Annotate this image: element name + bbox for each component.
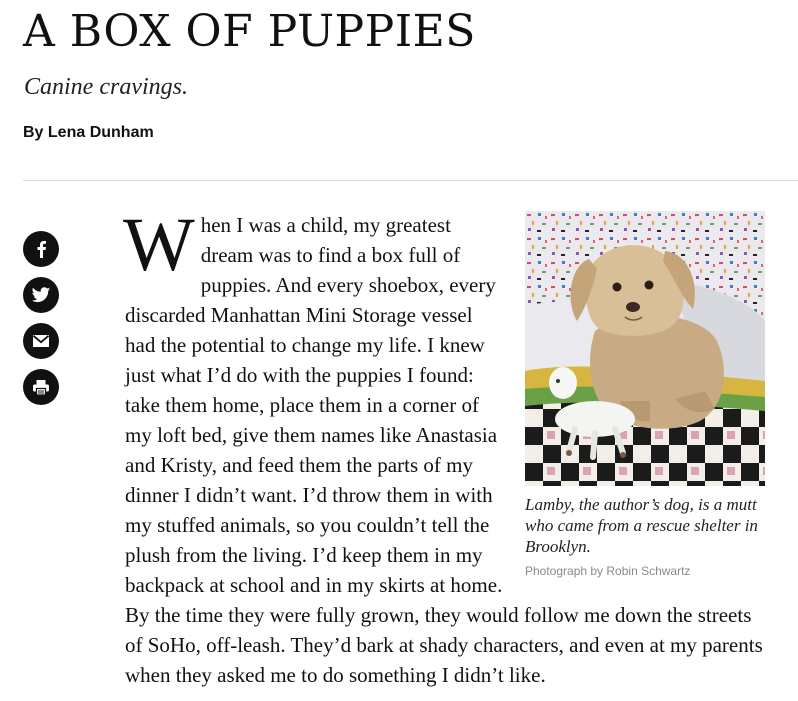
- header-divider: [23, 180, 798, 181]
- article-text: hen I was a child, my greatest dream was to find a box full of puppies. And every shoebox, every discarded Manhattan Mini Storage vessel had the potential to change my life. I knew just what I’d do with the puppies I found: take them home, place them in a corner of my loft bed, give them names like Anastasia and Kristy, and feed them the parts of my dinner I didn’t want. I’d throw them in with my stuffed animals, so you couldn’t tell the plush from the living. I’d keep them in my backpack at school and in my skirts at home. By the time they were fully grown, they would follow me down the streets of SoHo, off-leash. They’d bark at shady characters, and even at my parents when they asked me to do something I didn’t like.: [125, 213, 763, 687]
- facebook-icon: [34, 240, 48, 258]
- article-title: A BOX OF PUPPIES: [23, 6, 476, 57]
- article-figure: [525, 211, 765, 579]
- dog-photo[interactable]: [525, 211, 765, 486]
- print-button[interactable]: [23, 369, 59, 405]
- article-body: [123, 203, 765, 690]
- twitter-share-button[interactable]: [23, 277, 59, 313]
- photo-credit: Photograph by Robin Schwartz: [525, 564, 691, 578]
- facebook-share-button[interactable]: [23, 231, 59, 267]
- twitter-icon: [31, 287, 51, 304]
- drop-cap: W: [123, 203, 195, 287]
- email-share-button[interactable]: [23, 323, 59, 359]
- print-icon: [32, 379, 50, 396]
- byline[interactable]: By Lena Dunham: [23, 124, 154, 141]
- photo-caption: Lamby, the author’s dog, is a mutt who came from a rescue shelter in Brooklyn.: [525, 495, 758, 556]
- article-dek: Canine cravings.: [24, 74, 188, 100]
- email-icon: [32, 334, 50, 348]
